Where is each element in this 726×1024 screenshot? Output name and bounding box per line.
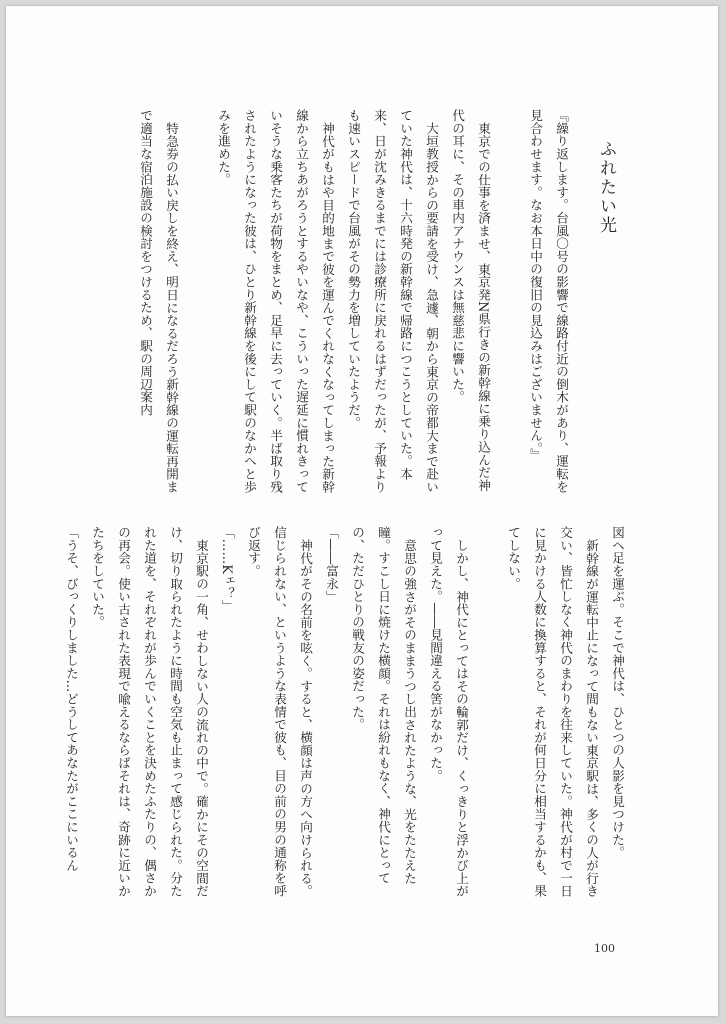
paragraph: 図へ足を運ぶ。そこで神代は、ひとつの人影を見つけた。 <box>610 526 625 859</box>
paragraph: 神代がもはや目的地まで彼を運んでくれなくなってしまった新幹線から立ちあがろうとするやいなや、こういった遅延に慣れきっていそうな乗客たちが荷物をまとめ、足早に去っていく。半ば取り残されたようになった彼は、ひとり新幹線を後にして駅のなかへと歩みを進めた。 <box>216 109 335 493</box>
chapter-title: ふれたい光 <box>596 140 616 235</box>
page-number: 100 <box>594 942 615 955</box>
blank-line <box>184 109 210 501</box>
lower-text-block <box>58 526 630 901</box>
paragraph: 東京駅の一角、せわしない人の流れの中で。確かにその空間だけ、切り取られたように時間も空気も止まって感じられた。分たれた道を、それぞれが歩んでいくことを決めたふたりの、偶さかの再会。使い古された表現で喩えるならばそれは、奇跡に近いかたちをしていた。 <box>90 526 209 898</box>
paragraph: 「――富永」 <box>324 526 339 603</box>
paragraph: しかし、神代にとってはその輪郭だけ、くっきりと浮かび上がって見えた。――見間違える筈がなかった。 <box>428 526 469 897</box>
paragraph: 「……Kェ？」 <box>220 526 235 613</box>
paragraph: 新幹線が運転中止になって間もない東京駅は、多くの人が行き交い、皆忙しなく神代のまわりを往来していた。神代が村で一日に見かける人数に換算すると、それが何日分に相当するかも、果てしない。 <box>506 526 599 898</box>
blank-line <box>496 109 522 501</box>
paragraph: 『繰り返します。台風〇号の影響で線路付近の倒木があり、運転を見合わせます。なお本日中の復旧の見込みはございません。』 <box>528 109 569 493</box>
paragraph: 意思の強さがそのままうつし出されたような、光をたたえた瞳。すこし日に焼けた横顔。それは紛れもなく、神代にとっての、ただひとりの戦友の姿だった。 <box>350 526 417 885</box>
upper-text-block <box>132 109 626 501</box>
paragraph: 「うそ、びっくりしました…どうしてあなたがここにいるん <box>64 526 79 872</box>
book-page <box>6 6 718 1016</box>
paragraph: 東京での仕事を済ませ、東京発N県行きの新幹線に乗り込んだ神代の耳に、その車内アナウンスは無慈悲に響いた。 <box>450 109 491 492</box>
blank-line <box>574 109 600 501</box>
blank-line <box>474 526 500 901</box>
blank-line <box>600 109 626 501</box>
paragraph: 神代がその名前を呟く。すると、横顔は声の方へ向けられる。信じられない、というような表情で彼も、目の前の男の通称を呼び返す。 <box>246 526 313 898</box>
paragraph: 大垣教授からの要請を受け、急遽、朝から東京の帝都大まで赴いていた神代は、十六時発の新幹線で帰路につこうとしていた。本来、日が沈みきるまでには診療所に戻れるはずだったが、予報よりも速いスピードで台風がその勢力を増していたようだ。 <box>346 109 439 493</box>
paragraph: 特急券の払い戻しを終え、明日になるだろう新幹線の運転再開まで適当な宿泊施設の検討をつけるため、駅の周辺案内 <box>138 109 179 493</box>
